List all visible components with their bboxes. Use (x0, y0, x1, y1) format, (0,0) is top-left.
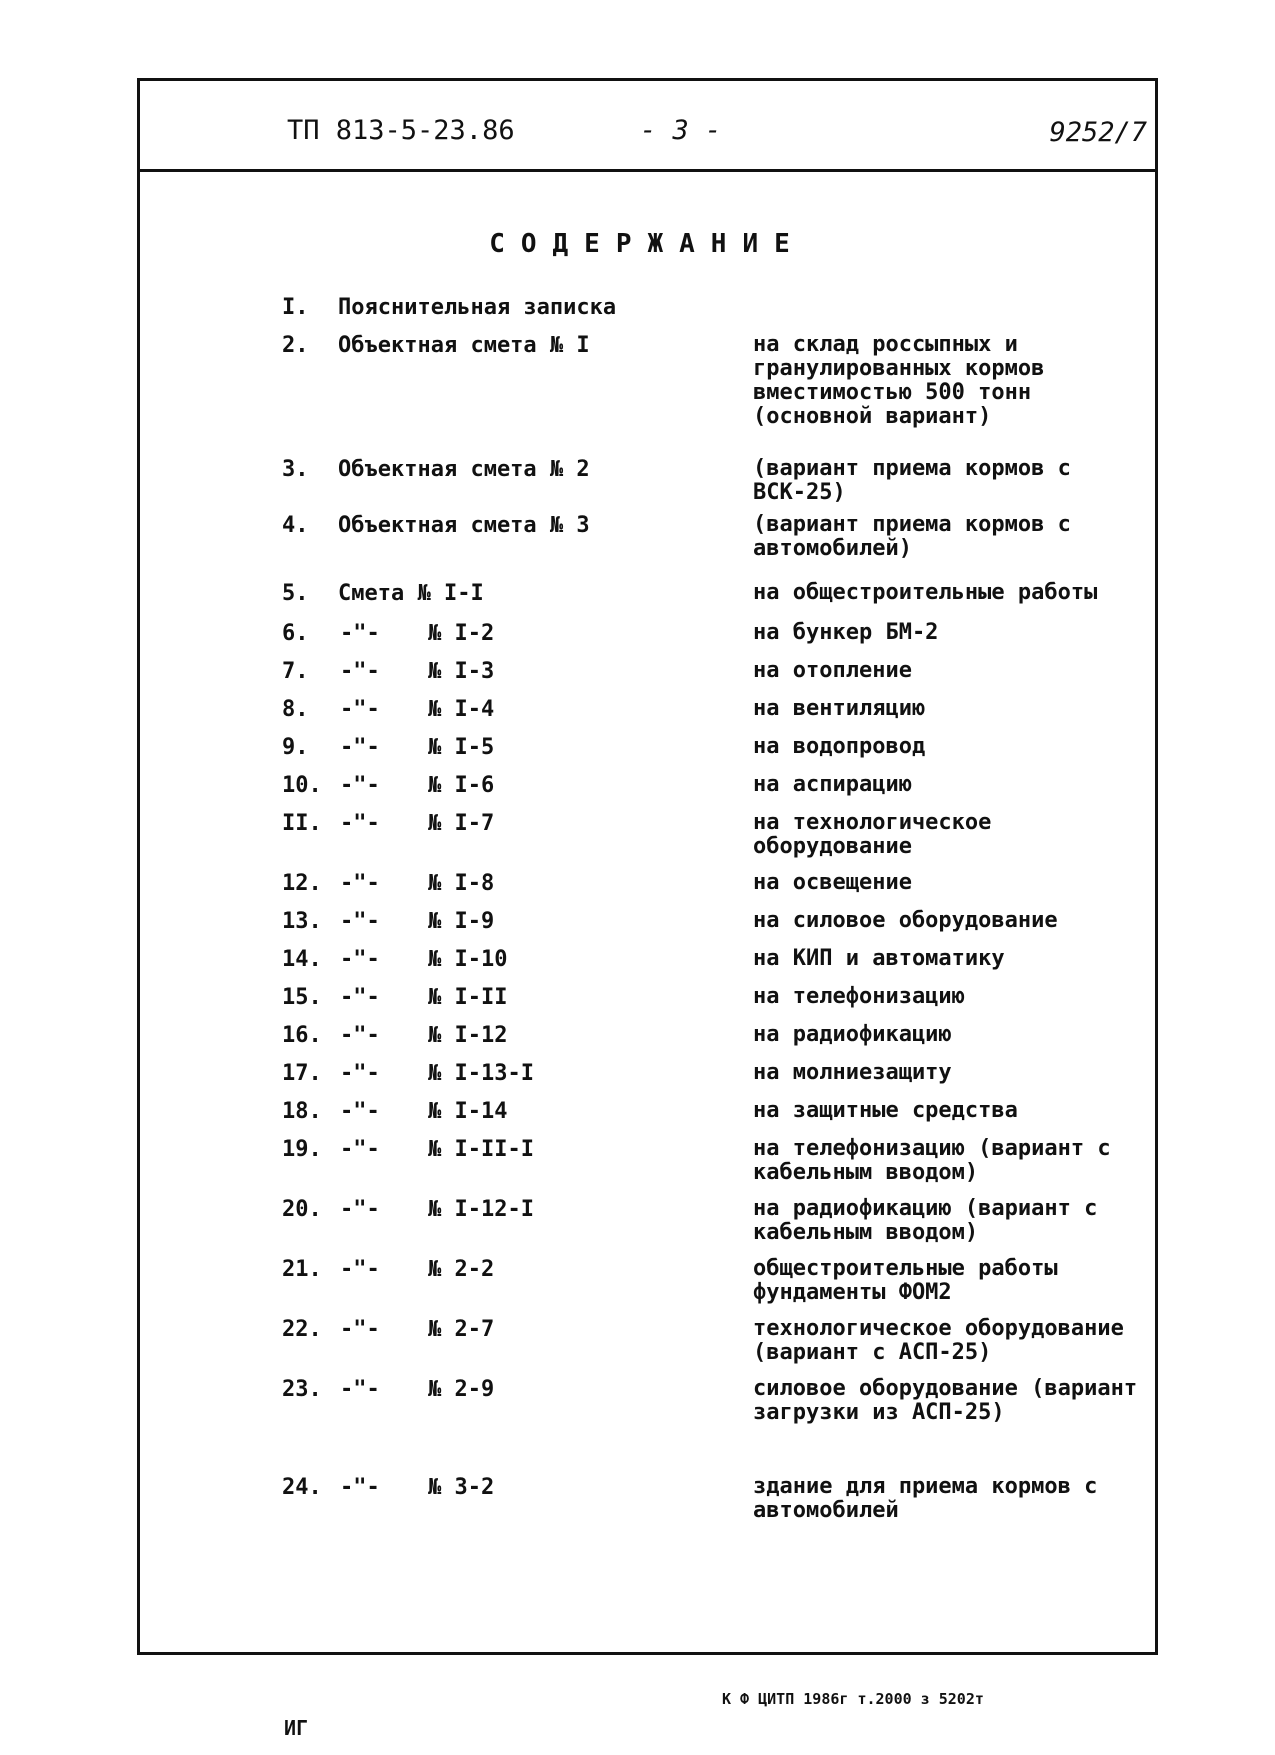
ditto-mark: -"- (340, 947, 380, 972)
toc-number: 10. (282, 773, 322, 798)
ditto-mark: -"- (340, 1475, 380, 1500)
estimate-number: № I-9 (428, 909, 495, 934)
toc-number: 23. (282, 1377, 322, 1402)
estimate-number: № 2-2 (428, 1257, 495, 1282)
toc-description: на силовое оборудование (753, 908, 1058, 933)
ditto-mark: -"- (340, 697, 380, 722)
toc-title: Смета № I-I (338, 581, 484, 606)
toc-description: на общестроительные работы (753, 580, 1098, 605)
toc-description: на аспирацию (753, 772, 912, 797)
toc-title: Объектная смета № I (338, 333, 590, 358)
toc-number: I. (282, 295, 309, 320)
print-stamp: К Ф ЦИТП 1986г т.2000 з 5202т (722, 1690, 984, 1708)
ditto-mark: -"- (340, 659, 380, 684)
toc-number: 6. (282, 621, 309, 646)
estimate-number: № I-II (428, 985, 508, 1010)
toc-number: 22. (282, 1317, 322, 1342)
toc-number: 8. (282, 697, 309, 722)
estimate-number: № I-II-I (428, 1137, 534, 1162)
toc-number: 20. (282, 1197, 322, 1222)
toc-description: на молниезащиту (753, 1060, 952, 1085)
toc-number: 7. (282, 659, 309, 684)
ditto-mark: -"- (340, 985, 380, 1010)
toc-number: 2. (282, 333, 309, 358)
estimate-number: № 3-2 (428, 1475, 495, 1500)
estimate-number: № I-4 (428, 697, 495, 722)
toc-description: (вариант приема кормов с ВСК-25) (753, 456, 1071, 505)
estimate-number: № 2-7 (428, 1317, 495, 1342)
toc-description: общестроительные работы фундаменты ФОМ2 (753, 1256, 1058, 1305)
ditto-mark: -"- (340, 1377, 380, 1402)
ditto-mark: -"- (340, 1099, 380, 1124)
estimate-number: № 2-9 (428, 1377, 495, 1402)
document-sheet (137, 78, 1158, 1655)
toc-number: 5. (282, 581, 309, 606)
toc-number: 18. (282, 1099, 322, 1124)
toc-description: на радиофикацию (вариант с кабельным вводом) (753, 1196, 1098, 1245)
toc-title: Пояснительная записка (338, 295, 617, 320)
estimate-number: № I-7 (428, 811, 495, 836)
toc-title: Объектная смета № 2 (338, 457, 590, 482)
toc-description: на водопровод (753, 734, 926, 759)
toc-number: 4. (282, 513, 309, 538)
toc-number: 17. (282, 1061, 322, 1086)
estimate-number: № I-5 (428, 735, 495, 760)
toc-number: 24. (282, 1475, 322, 1500)
ditto-mark: -"- (340, 1317, 380, 1342)
ditto-mark: -"- (340, 735, 380, 760)
toc-title: Объектная смета № 3 (338, 513, 590, 538)
ditto-mark: -"- (340, 811, 380, 836)
estimate-number: № I-2 (428, 621, 495, 646)
toc-number: 3. (282, 457, 309, 482)
toc-description: технологическое оборудование (вариант с АСП-25) (753, 1316, 1124, 1365)
toc-description: на склад россыпных и гранулированных кормов вместимостью 500 тонн (основной вариант) (753, 332, 1045, 429)
table-of-contents (140, 81, 1155, 1652)
estimate-number: № I-13-I (428, 1061, 534, 1086)
ditto-mark: -"- (340, 1197, 380, 1222)
sheet-reference: 9252/7 (1049, 117, 1147, 148)
toc-description: на отопление (753, 658, 912, 683)
doc-code: ТП 813-5-23.86 (287, 115, 515, 146)
toc-number: 13. (282, 909, 322, 934)
toc-number: II. (282, 811, 322, 836)
toc-description: на радиофикацию (753, 1022, 952, 1047)
ditto-mark: -"- (340, 621, 380, 646)
ditto-mark: -"- (340, 1061, 380, 1086)
toc-number: 19. (282, 1137, 322, 1162)
toc-number: 15. (282, 985, 322, 1010)
toc-description: силовое оборудование (вариант загрузки из АСП-25) (753, 1376, 1138, 1425)
bottom-mark: ИГ (284, 1716, 309, 1740)
toc-description: на бункер БМ-2 (753, 620, 939, 645)
ditto-mark: -"- (340, 909, 380, 934)
page-number: - 3 - (640, 115, 722, 146)
ditto-mark: -"- (340, 1023, 380, 1048)
estimate-number: № I-10 (428, 947, 508, 972)
ditto-mark: -"- (340, 1137, 380, 1162)
page-title: СОДЕРЖАНИЕ (489, 229, 806, 259)
estimate-number: № I-12 (428, 1023, 508, 1048)
toc-description: здание для приема кормов с автомобилей (753, 1474, 1098, 1523)
toc-number: 16. (282, 1023, 322, 1048)
toc-number: 21. (282, 1257, 322, 1282)
estimate-number: № I-3 (428, 659, 495, 684)
toc-description: (вариант приема кормов с автомобилей) (753, 512, 1071, 561)
toc-description: на телефонизацию (вариант с кабельным вводом) (753, 1136, 1111, 1185)
toc-number: 14. (282, 947, 322, 972)
ditto-mark: -"- (340, 1257, 380, 1282)
ditto-mark: -"- (340, 773, 380, 798)
estimate-number: № I-12-I (428, 1197, 534, 1222)
toc-number: 12. (282, 871, 322, 896)
toc-description: на телефонизацию (753, 984, 965, 1009)
toc-description: на технологическое оборудование (753, 810, 992, 859)
toc-description: на вентиляцию (753, 696, 926, 721)
estimate-number: № I-8 (428, 871, 495, 896)
toc-description: на защитные средства (753, 1098, 1018, 1123)
estimate-number: № I-6 (428, 773, 495, 798)
toc-number: 9. (282, 735, 309, 760)
estimate-number: № I-14 (428, 1099, 508, 1124)
toc-description: на освещение (753, 870, 912, 895)
toc-description: на КИП и автоматику (753, 946, 1005, 971)
ditto-mark: -"- (340, 871, 380, 896)
